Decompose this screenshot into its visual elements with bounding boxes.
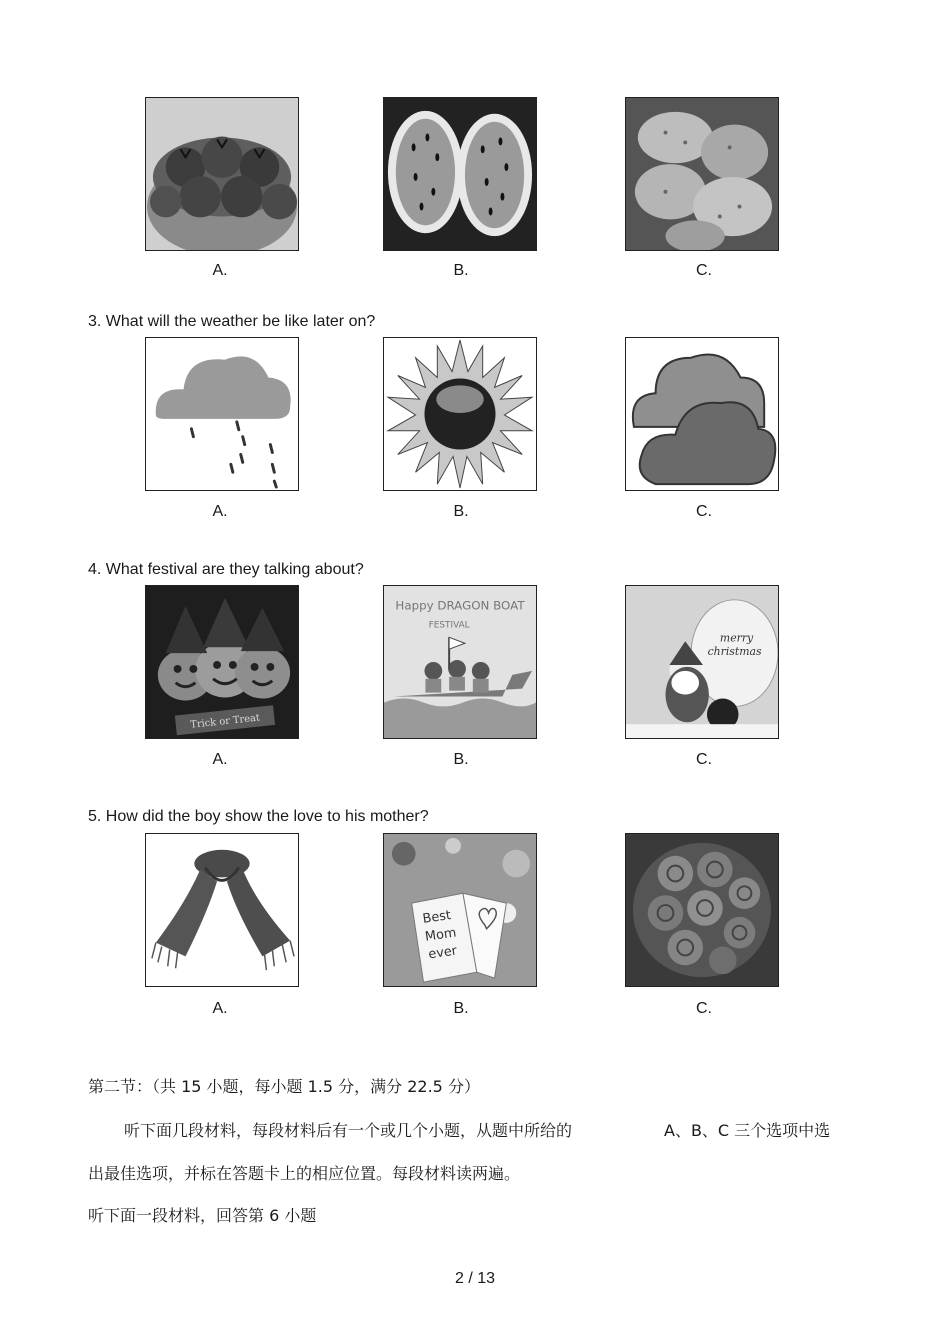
christmas-caption-2: christmas <box>707 645 762 659</box>
question-4: 4. What festival are they talking about? <box>88 561 364 578</box>
scarf-image <box>145 833 299 987</box>
option-label-c: C. <box>696 751 712 768</box>
halloween-sign-text: Trick or Treat <box>189 712 261 731</box>
roses-image <box>625 833 779 987</box>
clouds-image <box>625 337 779 491</box>
sun-image <box>383 337 537 491</box>
option-label-a: A. <box>212 1000 228 1017</box>
question-3: 3. What will the weather be like later on? <box>88 313 376 330</box>
option-label-a: A. <box>212 262 228 279</box>
rain-cloud-image <box>145 337 299 491</box>
section-2-instruction-line-1: 听下面几段材料，每段材料后有一个或几个小题，从题中所给的 <box>124 1121 573 1140</box>
option-label-a: A. <box>212 751 228 768</box>
page-number: 2 / 13 <box>454 1270 496 1287</box>
option-label-c: C. <box>696 262 712 279</box>
card-text-3: ever <box>427 943 458 963</box>
section-2-instruction-line-2: 出最佳选项，并标在答题卡上的相应位置。每段材料读两遍。 <box>88 1164 521 1183</box>
potatoes-image <box>625 97 779 251</box>
option-label-c: C. <box>696 503 712 520</box>
section-2-heading: 第二节：（共 15 小题，每小题 1.5 分，满分 22.5 分） <box>88 1077 480 1096</box>
watermelon-image <box>383 97 537 251</box>
option-label-c: C. <box>696 1000 712 1017</box>
option-label-b: B. <box>453 503 469 520</box>
halloween-pumpkins-image <box>145 585 299 739</box>
dragon-boat-caption-2: FESTIVAL <box>428 620 470 631</box>
option-label-b: B. <box>453 262 469 279</box>
section-2-instruction-options: A、B、C 三个选项中选 <box>664 1121 831 1140</box>
card-image <box>383 833 537 987</box>
option-label-a: A. <box>212 503 228 520</box>
dragon-boat-festival-image <box>383 585 537 739</box>
option-label-b: B. <box>453 751 469 768</box>
section-2-subheading: 听下面一段材料，回答第 6 小题 <box>88 1206 317 1225</box>
dragon-boat-caption-1: Happy DRAGON BOAT <box>395 598 525 613</box>
option-label-b: B. <box>453 1000 469 1017</box>
question-5: 5. How did the boy show the love to his mother? <box>88 808 429 825</box>
card-text-1: Best <box>421 907 452 927</box>
tomatoes-image <box>145 97 299 251</box>
card-text-2: Mom <box>424 925 458 945</box>
christmas-santa-image <box>625 585 779 739</box>
christmas-caption-1: merry <box>719 631 754 645</box>
